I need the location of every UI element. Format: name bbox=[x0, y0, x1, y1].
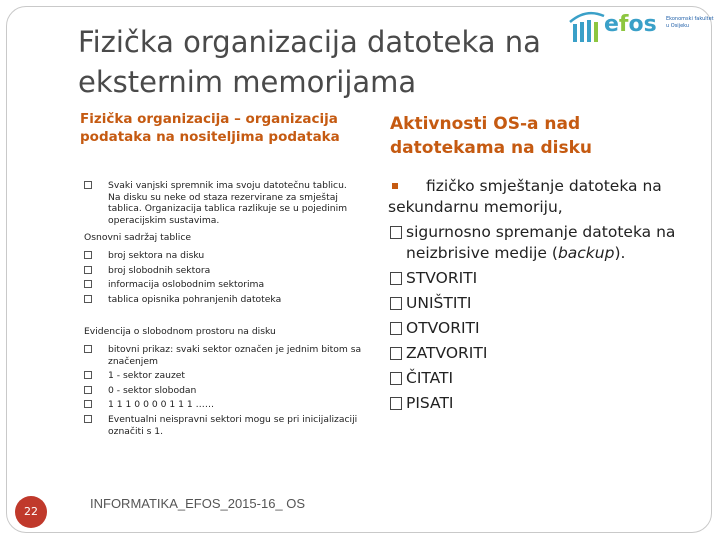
list-item: informacija oslobodnim sektorima bbox=[82, 279, 362, 291]
table-content-label: Osnovni sadržaj tablice bbox=[84, 232, 192, 244]
logo-wordmark: efos bbox=[604, 12, 657, 37]
checkbox-bullet-icon bbox=[84, 181, 92, 189]
left-column-body bbox=[82, 180, 362, 440]
slide-footer: INFORMATIKA_EFOS_2015-16_ OS bbox=[90, 496, 306, 511]
free-space-label: Evidencija o slobodnom prostoru na disku bbox=[84, 326, 276, 338]
slide-title: Fizička organizacija datoteka na eksternim memorijama bbox=[78, 25, 541, 99]
efos-logo bbox=[568, 10, 716, 44]
list-item: UNIŠTITI bbox=[388, 293, 706, 314]
list-item: ZATVORITI bbox=[388, 343, 706, 364]
page-number-badge: 22 bbox=[15, 496, 47, 528]
list-item: OTVORITI bbox=[388, 318, 706, 339]
list-item: Eventualni neispravni sektori mogu se pri inicijalizaciji označiti s 1. bbox=[82, 414, 362, 437]
logo-columns-icon bbox=[568, 10, 606, 44]
list-item: PISATI bbox=[388, 393, 706, 414]
checkbox-bullet-icon bbox=[390, 297, 402, 310]
left-intro-item: Svaki vanjski spremnik ima svoju datotečnu tablicu. Na disku su neke od staza rezervirane za smještaj tablica. Organizacija tablica razlikuje se u pojedinim operacijskim sustavima. bbox=[82, 180, 362, 226]
checkbox-bullet-icon bbox=[84, 415, 92, 423]
list-item: fizičko smještanje datoteka na sekundarnu memoriju, bbox=[388, 177, 662, 216]
list-item: STVORITI bbox=[388, 268, 706, 289]
list-item: 0 - sektor slobodan bbox=[82, 385, 362, 397]
checkbox-bullet-icon bbox=[84, 280, 92, 288]
checkbox-bullet-icon bbox=[390, 272, 402, 285]
logo-caption: Ekonomski fakultet u Osijeku bbox=[666, 16, 714, 29]
checkbox-bullet-icon bbox=[84, 371, 92, 379]
list-item: sigurnosno spremanje datoteka na neizbrisive medije (backup). bbox=[388, 222, 706, 264]
left-column-heading: Fizička organizacija – organizacija podataka na nositeljima podataka bbox=[80, 111, 340, 145]
square-bullet-icon bbox=[392, 183, 398, 189]
list-item: tablica opisnika pohranjenih datoteka bbox=[82, 294, 362, 306]
list-item: broj sektora na disku bbox=[82, 250, 362, 262]
list-item: bitovni prikaz: svaki sektor označen je jednim bitom sa značenjem bbox=[82, 344, 362, 367]
right-column-heading: Aktivnosti OS-a nad datotekama na disku bbox=[390, 114, 592, 158]
list-item: broj slobodnih sektora bbox=[82, 265, 362, 277]
list-item: ČITATI bbox=[388, 368, 706, 389]
checkbox-bullet-icon bbox=[84, 295, 92, 303]
checkbox-bullet-icon bbox=[84, 345, 92, 353]
checkbox-bullet-icon bbox=[390, 372, 402, 385]
checkbox-bullet-icon bbox=[84, 266, 92, 274]
checkbox-bullet-icon bbox=[84, 386, 92, 394]
checkbox-bullet-icon bbox=[84, 400, 92, 408]
checkbox-bullet-icon bbox=[390, 322, 402, 335]
right-column-body bbox=[388, 176, 706, 414]
list-item: 1 1 1 0 0 0 0 1 1 1 …… bbox=[82, 399, 362, 411]
checkbox-bullet-icon bbox=[390, 347, 402, 360]
checkbox-bullet-icon bbox=[390, 226, 402, 239]
checkbox-bullet-icon bbox=[390, 397, 402, 410]
list-item: 1 - sektor zauzet bbox=[82, 370, 362, 382]
checkbox-bullet-icon bbox=[84, 251, 92, 259]
